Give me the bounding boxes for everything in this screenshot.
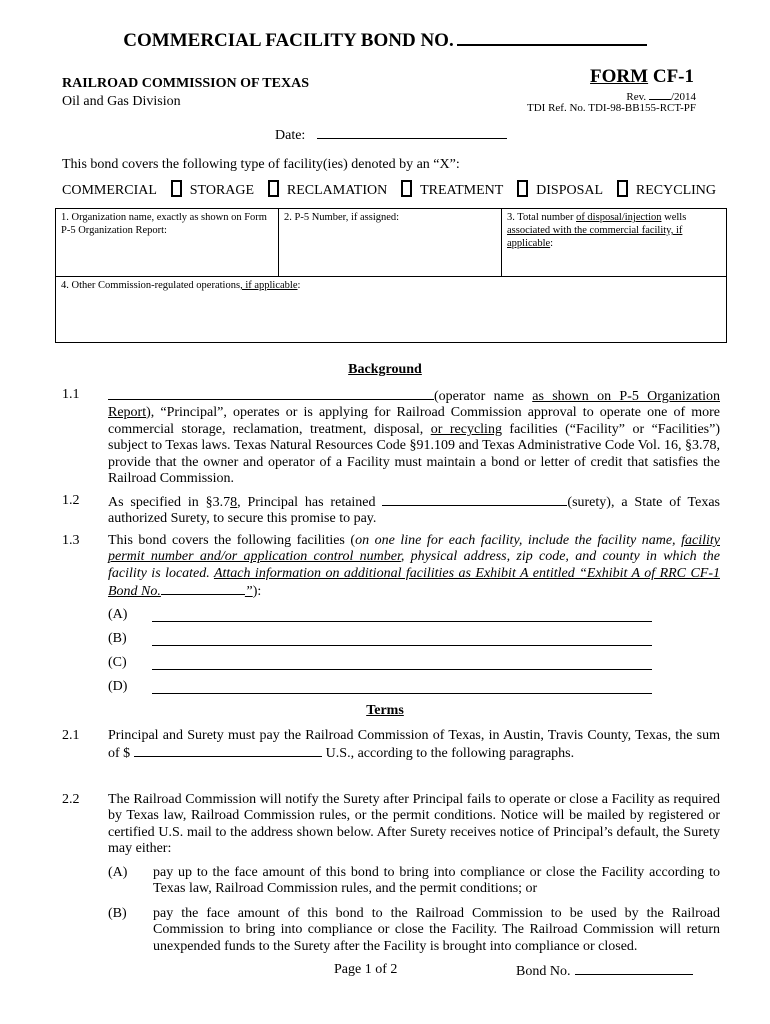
p13-c: facility permit number and/or application control number bbox=[108, 533, 720, 565]
well-count-label-c: wells bbox=[661, 212, 687, 223]
type-reclamation-label: RECLAMATION bbox=[286, 182, 388, 198]
sum-amount-blank[interactable] bbox=[134, 744, 322, 757]
exhibit-bond-number-blank[interactable] bbox=[161, 582, 245, 595]
facility-type-row bbox=[62, 182, 722, 199]
para-1-3-number: 1.3 bbox=[62, 533, 80, 548]
operator-name-blank[interactable] bbox=[108, 387, 434, 400]
type-commercial-label: COMMERCIAL bbox=[62, 182, 157, 198]
recycling-checkbox[interactable] bbox=[617, 180, 628, 197]
date-field[interactable] bbox=[317, 126, 507, 139]
surety-name-blank[interactable] bbox=[382, 493, 567, 506]
date-label: Date: bbox=[275, 128, 306, 143]
para-2-2-a: pay up to the face amount of this bond to bring into compliance or close the Facility according to Texas law, Railroad Commission rules, and the permit conditions; or bbox=[153, 865, 720, 897]
p11-e: facilities (“Facility” or “Facilities”) subject to Texas laws. Texas Natural Resources Code §91.109 and Texas Administrative Code Vol. 16, §3.78, provide that the owner and operator of a Facility must maintain a bond or letter of credit that satisfies the Railroad Commission. bbox=[108, 421, 720, 487]
p21-a: Principal and Surety must pay the Railroad Commission of Texas, in Austin, Travis County, Texas, the sum of $ bbox=[108, 728, 720, 762]
p12-d: (surety), a State of Texas authorized Surety, to secure this promise to pay. bbox=[108, 495, 721, 527]
para-1-3 bbox=[108, 533, 720, 601]
p12-b: 8 bbox=[230, 495, 238, 510]
terms-heading: Terms bbox=[366, 703, 404, 718]
para-2-2-a-label: (A) bbox=[108, 865, 128, 880]
division-name: Oil and Gas Division bbox=[62, 94, 181, 109]
p12-c: , Principal has retained bbox=[237, 495, 383, 510]
p21-b: U.S., according to the following paragraphs. bbox=[322, 746, 575, 762]
date-row bbox=[275, 126, 507, 144]
facility-b-label: (B) bbox=[108, 631, 127, 646]
type-disposal-label: DISPOSAL bbox=[536, 182, 604, 198]
p11-b: as shown on P-5 Organization Report bbox=[108, 389, 720, 421]
rev-label: Rev. bbox=[626, 91, 647, 103]
form-id: CF-1 bbox=[652, 66, 694, 87]
footer-bond-label: Bond No. bbox=[516, 964, 571, 979]
well-count-label-d: associated with the commercial facility, if applicable bbox=[507, 225, 683, 249]
facility-d-label: (D) bbox=[108, 679, 128, 694]
para-1-2 bbox=[108, 493, 720, 528]
p11-a: (operator name bbox=[434, 389, 533, 404]
org-name-label: 1. Organization name, exactly as shown on Form P-5 Organization Report: bbox=[61, 212, 267, 236]
other-operations-cell[interactable] bbox=[56, 277, 727, 343]
p5-number-cell[interactable] bbox=[279, 209, 502, 277]
other-ops-label-a: 4. Other Commission-regulated operations bbox=[61, 280, 241, 291]
para-2-2: The Railroad Commission will notify the Surety after Principal fails to operate or close a Facility as required by Texas law, Railroad Commission rules, or the permit conditions. Notice will be mailed by registered or certified U.S. mail to the address shown below. After Surety receives notice of Principal’s default, the Surety may either: bbox=[108, 792, 720, 857]
form-prefix: FORM bbox=[590, 66, 649, 87]
p5-number-label: 2. P-5 Number, if assigned: bbox=[284, 212, 400, 223]
para-2-2-number: 2.2 bbox=[62, 792, 80, 807]
other-ops-label-c: : bbox=[297, 280, 301, 291]
facility-a-line[interactable] bbox=[152, 621, 652, 622]
well-count-label-a: 3. Total number bbox=[507, 212, 577, 223]
para-1-1 bbox=[108, 387, 720, 487]
p13-d: , physical address, zip code, and county in which the facility is located. bbox=[108, 549, 720, 581]
facility-d-line[interactable] bbox=[152, 693, 652, 694]
p11-c: ), “Principal”, operates or is applying for Railroad Commission approval to operate one of more commercial storage, reclamation, treatment, disposal, bbox=[108, 405, 720, 437]
other-ops-label-b: , if applicable bbox=[240, 280, 298, 291]
para-2-1-number: 2.1 bbox=[62, 728, 80, 743]
p13-e: Attach information on additional facilities as Exhibit A entitled “Exhibit A of RRC CF-1 Bond No. bbox=[108, 565, 720, 600]
p12-a: As specified in §3.7 bbox=[108, 495, 231, 510]
para-2-2-b-label: (B) bbox=[108, 906, 127, 921]
facility-type-intro: This bond covers the following type of facility(ies) denoted by an “X”: bbox=[62, 157, 460, 172]
facility-c-label: (C) bbox=[108, 655, 127, 670]
well-count-label-e: : bbox=[550, 238, 554, 249]
storage-checkbox[interactable] bbox=[171, 180, 182, 197]
well-count-label-b: of disposal/injection bbox=[576, 212, 662, 223]
footer-bond-number bbox=[516, 962, 693, 980]
p11-d: or recycling bbox=[430, 421, 502, 437]
facility-a-label: (A) bbox=[108, 607, 128, 622]
org-name-cell[interactable] bbox=[56, 209, 279, 277]
page-number: Page 1 of 2 bbox=[334, 962, 398, 977]
form-title bbox=[0, 28, 770, 52]
p13-b: on one line for each facility, include the facility name, bbox=[355, 533, 682, 548]
facility-b-line[interactable] bbox=[152, 645, 652, 646]
p13-g: ): bbox=[252, 584, 262, 600]
rev-year: /2014 bbox=[670, 91, 696, 103]
rev-blank bbox=[649, 89, 671, 100]
well-count-cell[interactable] bbox=[502, 209, 727, 277]
footer-bond-blank[interactable] bbox=[575, 962, 693, 975]
tdi-ref: TDI Ref. No. TDI-98-BB155-RCT-PF bbox=[527, 102, 696, 114]
para-2-1 bbox=[108, 728, 720, 763]
organization-info-table bbox=[55, 208, 727, 343]
para-1-1-number: 1.1 bbox=[62, 387, 80, 402]
revision bbox=[626, 89, 696, 103]
treatment-checkbox[interactable] bbox=[401, 180, 412, 197]
agency-name: RAILROAD COMMISSION OF TEXAS bbox=[62, 76, 309, 91]
p13-a: This bond covers the following facilities ( bbox=[108, 533, 356, 548]
background-heading: Background bbox=[348, 362, 422, 377]
form-title-text: COMMERCIAL FACILITY BOND NO. bbox=[123, 30, 454, 51]
disposal-checkbox[interactable] bbox=[517, 180, 528, 197]
p13-f: ” bbox=[244, 584, 253, 600]
reclamation-checkbox[interactable] bbox=[268, 180, 279, 197]
para-2-2-b: pay the face amount of this bond to the Railroad Commission to be used by the Railroad Commission to bring into compliance or close the Facility. The Railroad Commission will return unexpended funds to the Surety after the Facility is brought into compliance or closed. bbox=[153, 906, 720, 954]
para-1-2-number: 1.2 bbox=[62, 493, 80, 508]
facility-c-line[interactable] bbox=[152, 669, 652, 670]
type-storage-label: STORAGE bbox=[189, 182, 255, 198]
form-number bbox=[590, 66, 694, 88]
type-treatment-label: TREATMENT bbox=[420, 182, 504, 198]
bond-number-blank[interactable] bbox=[457, 28, 647, 46]
type-recycling-label: RECYCLING bbox=[635, 182, 717, 198]
